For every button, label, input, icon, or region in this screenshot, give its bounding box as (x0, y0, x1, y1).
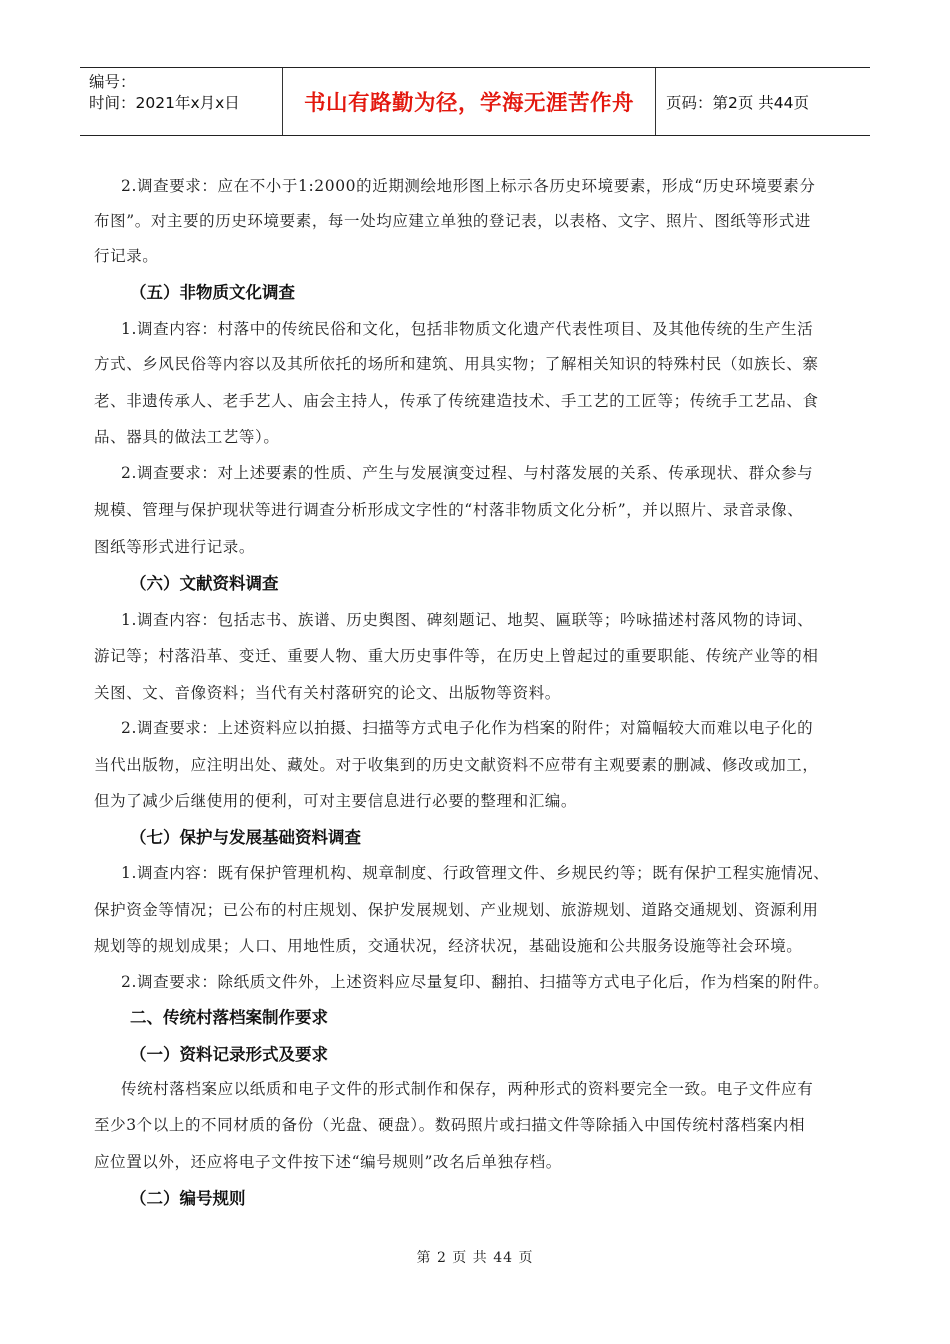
section-heading: （六）文献资料调查 (130, 574, 279, 593)
paragraph-line: 规模、管理与保护现状等进行调查分析形成文字性的“村落非物质文化分析”，并以照片、录音录像、 (94, 501, 804, 519)
paragraph-line: 2.调查要求：对上述要素的性质、产生与发展演变过程、与村落发展的关系、传承现状、群众参与 (121, 464, 814, 482)
paragraph-line: 1.调查内容：村落中的传统民俗和文化，包括非物质文化遗产代表性项目、及其他传统的生产生活 (121, 320, 814, 338)
header-page-info: 页码：第2页 共44页 (666, 93, 810, 112)
paragraph-line: 规划等的规划成果；人口、用地性质，交通状况，经济状况，基础设施和公共服务设施等社会环境。 (94, 937, 803, 955)
chapter-heading: 二、传统村落档案制作要求 (130, 1008, 328, 1027)
paragraph-line: 关图、文、音像资料；当代有关村落研究的论文、出版物等资料。 (94, 684, 561, 702)
paragraph-line: 保护资金等情况；已公布的村庄规划、保护发展规划、产业规划、旅游规划、道路交通规划、资源利用 (94, 901, 819, 919)
paragraph-line: 2.调查要求：应在不小于1:2000的近期测绘地形图上标示各历史环境要素，形成“历史环境要素分 (121, 177, 816, 195)
page-footer: 第 2 页 共 44 页 (416, 1250, 534, 1266)
header-motto: 书山有路勤为径，学海无涯苦作舟 (283, 68, 656, 135)
section-heading: （七）保护与发展基础资料调查 (130, 828, 361, 847)
paragraph-line: 行记录。 (94, 247, 159, 265)
paragraph-line: 布图”。对主要的历史环境要素，每一处均应建立单独的登记表，以表格、文字、照片、图纸等形式进 (94, 212, 811, 230)
time-label: 时间：2021年x月x日 (89, 94, 240, 112)
paragraph-line: 至少3个以上的不同材质的备份（光盘、硬盘）。数码照片或扫描文件等除插入中国传统村落档案内相 (94, 1116, 806, 1134)
paragraph-line: 老、非遗传承人、老手艺人、庙会主持人，传承了传统建造技术、手工艺的工匠等；传统手工艺品、食 (94, 392, 819, 410)
paragraph-line: 品、器具的做法工艺等）。 (94, 428, 280, 446)
paragraph-line: 当代出版物，应注明出处、藏处。对于收集到的历史文献资料不应带有主观要素的删减、修改或加工， (94, 756, 819, 774)
section-heading: （五）非物质文化调查 (130, 283, 295, 302)
paragraph-line: 图纸等形式进行记录。 (94, 538, 256, 556)
paragraph-line: 方式、乡风民俗等内容以及其所依托的场所和建筑、用具实物；了解相关知识的特殊村民（如族长、寨 (94, 355, 819, 373)
number-label: 编号： (89, 73, 136, 91)
paragraph-line: 2.调查要求：上述资料应以拍摄、扫描等方式电子化作为档案的附件；对篇幅较大而难以电子化的 (121, 719, 814, 737)
section-heading: （一）资料记录形式及要求 (130, 1045, 328, 1064)
paragraph-line: 游记等；村落沿革、变迁、重要人物、重大历史事件等，在历史上曾起过的重要职能、传统产业等的相 (94, 647, 819, 665)
paragraph-line: 但为了减少后继使用的便利，可对主要信息进行必要的整理和汇编。 (94, 792, 578, 810)
paragraph-line: 1.调查内容：既有保护管理机构、规章制度、行政管理文件、乡规民约等；既有保护工程实施情况、 (121, 864, 830, 882)
paragraph-line: 传统村落档案应以纸质和电子文件的形式制作和保存，两种形式的资料要完全一致。电子文件应有 (121, 1080, 814, 1098)
paragraph-line: 应位置以外，还应将电子文件按下述“编号规则”改名后单独存档。 (94, 1153, 562, 1171)
paragraph-line: 1.调查内容：包括志书、族谱、历史舆图、碑刻题记、地契、匾联等；吟咏描述村落风物的诗词、 (121, 611, 814, 629)
paragraph-line: 2.调查要求：除纸质文件外，上述资料应尽量复印、翻拍、扫描等方式电子化后，作为档案的附件。 (121, 973, 830, 991)
section-heading: （二）编号规则 (130, 1189, 246, 1208)
